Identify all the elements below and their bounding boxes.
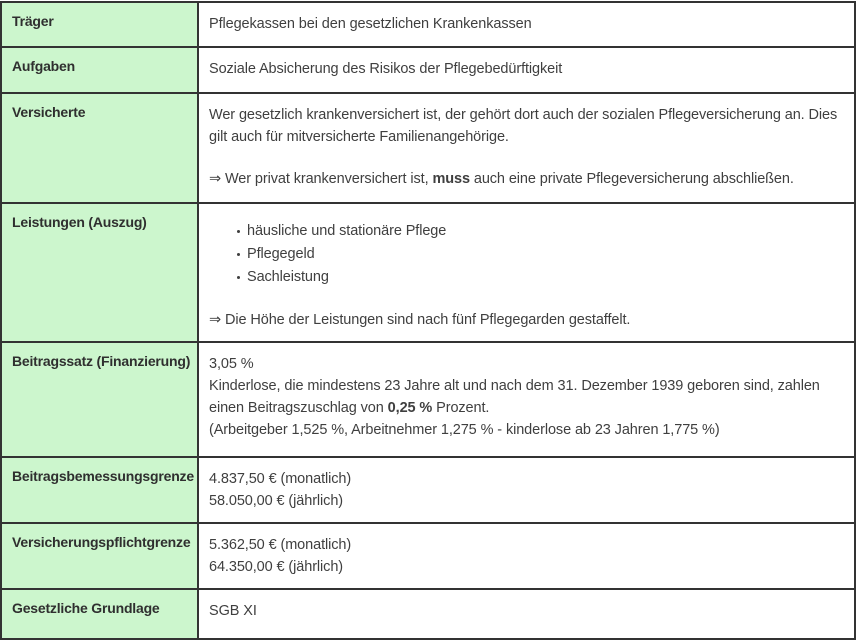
content-paragraph — [209, 104, 844, 148]
row-content — [198, 457, 855, 523]
text-run: SGB XI — [209, 603, 257, 619]
row-label: Leistungen (Auszug) — [1, 203, 198, 342]
emphasized-text: muss — [432, 171, 470, 187]
table-row — [1, 203, 855, 342]
content-paragraph — [209, 58, 844, 80]
text-run: Soziale Absicherung des Risikos der Pflegebedürftigkeit — [209, 61, 563, 77]
row-label: Beitragsbemessungsgrenze — [1, 457, 198, 523]
row-content — [198, 342, 855, 457]
row-content — [198, 523, 855, 589]
content-paragraph — [209, 490, 844, 512]
table-row — [1, 589, 855, 639]
row-label: Versicherungspflichtgrenze — [1, 523, 198, 589]
content-paragraph — [209, 13, 844, 35]
insurance-table-body — [1, 2, 855, 639]
row-label: Versicherte — [1, 93, 198, 203]
content-paragraph — [209, 353, 844, 375]
content-paragraph — [209, 168, 844, 190]
table-row — [1, 342, 855, 457]
text-run: Wer gesetzlich krankenversichert ist, der gehört dort auch der sozialen Pflegeversicherung an. Dies gilt auch für mitversicherte Familienangehörige. — [209, 107, 838, 145]
text-run: Pflegekassen bei den gesetzlichen Krankenkassen — [209, 16, 532, 32]
row-label: Beitragssatz (Finanzierung) — [1, 342, 198, 457]
row-content — [198, 47, 855, 93]
text-run: auch eine private Pflegeversicherung abschließen. — [469, 171, 794, 187]
content-paragraph — [209, 309, 844, 331]
content-paragraph — [209, 375, 844, 419]
bullet-icon — [237, 276, 240, 279]
content-paragraph — [209, 419, 844, 441]
row-label: Aufgaben — [1, 47, 198, 93]
list-item — [247, 220, 844, 243]
content-paragraph — [209, 556, 844, 578]
row-content — [198, 589, 855, 639]
benefits-list — [209, 220, 844, 289]
list-item-text: Sachleistung — [247, 269, 329, 285]
text-run: 3,05 % — [209, 356, 254, 372]
text-run: ⇒ Wer privat krankenversichert ist, — [209, 171, 433, 187]
row-content — [198, 93, 855, 203]
text-run: Prozent. — [432, 400, 490, 416]
bullet-icon — [237, 253, 240, 256]
table-row — [1, 457, 855, 523]
text-run: 5.362,50 € (monatlich) — [209, 537, 352, 553]
row-content — [198, 203, 855, 342]
table-row — [1, 93, 855, 203]
emphasized-text: 0,25 % — [387, 400, 433, 416]
text-run: Kinderlose, die mindestens 23 Jahre alt und nach dem 31. Dezember 1939 geboren sind, zahlen einen Beitragszuschlag von — [209, 378, 820, 416]
list-item-text: häusliche und stationäre Pflege — [247, 223, 447, 239]
content-paragraph — [209, 534, 844, 556]
table-row — [1, 523, 855, 589]
content-paragraph — [209, 600, 844, 622]
row-label: Träger — [1, 2, 198, 47]
text-run: 64.350,00 € (jährlich) — [209, 559, 344, 575]
list-item — [247, 243, 844, 266]
content-paragraph — [209, 468, 844, 490]
text-run: 58.050,00 € (jährlich) — [209, 493, 344, 509]
row-content — [198, 2, 855, 47]
insurance-table — [0, 1, 856, 640]
table-row — [1, 47, 855, 93]
text-run: ⇒ Die Höhe der Leistungen sind nach fünf Pflegegarden gestaffelt. — [209, 312, 631, 328]
bullet-icon — [237, 230, 240, 233]
text-run: 4.837,50 € (monatlich) — [209, 471, 352, 487]
list-item-text: Pflegegeld — [247, 246, 315, 262]
list-item — [247, 266, 844, 289]
table-row — [1, 2, 855, 47]
text-run: (Arbeitgeber 1,525 %, Arbeitnehmer 1,275 % - kinderlose ab 23 Jahren 1,775 %) — [209, 422, 720, 438]
row-label: Gesetzliche Grundlage — [1, 589, 198, 639]
